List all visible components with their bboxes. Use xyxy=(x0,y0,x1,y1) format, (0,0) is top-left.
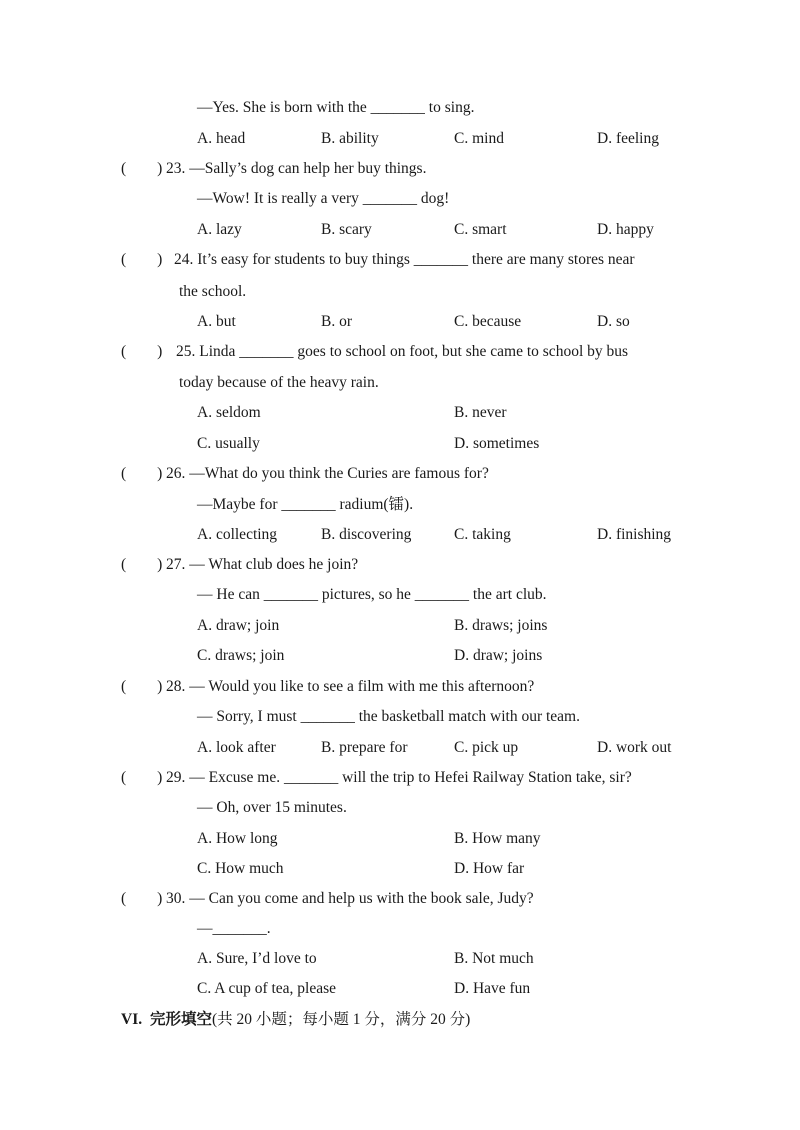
q29-answer-blank[interactable]: ( ) xyxy=(121,769,163,786)
q22-option-b[interactable]: B. ability xyxy=(321,130,379,147)
q23-answer-blank[interactable]: ( ) xyxy=(121,160,163,177)
q23-option-a[interactable]: A. lazy xyxy=(197,221,242,238)
q30-option-b[interactable]: B. Not much xyxy=(454,950,534,967)
q29-option-b[interactable]: B. How many xyxy=(454,830,541,847)
q26-option-b[interactable]: B. discovering xyxy=(321,526,412,543)
q28-answer-blank[interactable]: ( ) xyxy=(121,678,163,695)
q29-option-d[interactable]: D. How far xyxy=(454,860,525,877)
q25-option-c[interactable]: C. usually xyxy=(197,435,260,452)
q24-option-c[interactable]: C. because xyxy=(454,313,522,330)
q25-option-d[interactable]: D. sometimes xyxy=(454,435,540,452)
q23-option-c[interactable]: C. smart xyxy=(454,221,507,238)
section-detail: (共 20 小题；每小题 1 分，满分 20 分) xyxy=(212,1011,471,1028)
q26-question-line: 26. —What do you think the Curies are famous for? xyxy=(166,465,489,482)
q27-question-line: 27. — What club does he join? xyxy=(166,556,359,573)
q30-dialog-line: —_______. xyxy=(197,920,271,937)
q28-option-a[interactable]: A. look after xyxy=(197,739,276,756)
section-number: VI. xyxy=(121,1011,143,1028)
q26-dialog-line: —Maybe for _______ radium(镭). xyxy=(197,496,414,513)
q28-dialog-line: — Sorry, I must _______ the basketball match with our team. xyxy=(197,708,580,725)
q30-option-a[interactable]: A. Sure, I’d love to xyxy=(197,950,317,967)
q24-question-line: 24. It’s easy for students to buy things _______ there are many stores near xyxy=(174,251,635,268)
q29-option-a[interactable]: A. How long xyxy=(197,830,278,847)
q28-question-line: 28. — Would you like to see a film with me this afternoon? xyxy=(166,678,535,695)
q24-option-d[interactable]: D. so xyxy=(597,313,630,330)
q23-question-line: 23. —Sally’s dog can help her buy things. xyxy=(166,160,427,177)
q27-option-a[interactable]: A. draw; join xyxy=(197,617,280,634)
q30-option-d[interactable]: D. Have fun xyxy=(454,980,531,997)
q28-option-b[interactable]: B. prepare for xyxy=(321,739,408,756)
q25-question-line-2: today because of the heavy rain. xyxy=(179,374,379,391)
q25-question-line: 25. Linda _______ goes to school on foot, but she came to school by bus xyxy=(176,343,629,360)
q26-answer-blank[interactable]: ( ) xyxy=(121,465,163,482)
q25-answer-blank[interactable]: ( ) xyxy=(121,343,163,360)
q23-option-d[interactable]: D. happy xyxy=(597,221,654,238)
q26-option-c[interactable]: C. taking xyxy=(454,526,511,543)
q24-answer-blank[interactable]: ( ) xyxy=(121,251,163,268)
q27-option-d[interactable]: D. draw; joins xyxy=(454,647,543,664)
q29-option-c[interactable]: C. How much xyxy=(197,860,284,877)
q27-dialog-line: — He can _______ pictures, so he _______ the art club. xyxy=(197,586,547,603)
q29-dialog-line: — Oh, over 15 minutes. xyxy=(197,799,347,816)
q24-option-b[interactable]: B. or xyxy=(321,313,352,330)
section-heading xyxy=(121,1010,470,1030)
q28-option-d[interactable]: D. work out xyxy=(597,739,672,756)
q30-option-c[interactable]: C. A cup of tea, please xyxy=(197,980,337,997)
q22-option-d[interactable]: D. feeling xyxy=(597,130,659,147)
q26-option-a[interactable]: A. collecting xyxy=(197,526,278,543)
section-title: 完形填空 xyxy=(149,1011,212,1028)
q24-option-a[interactable]: A. but xyxy=(197,313,236,330)
q23-dialog-line: —Wow! It is really a very _______ dog! xyxy=(197,190,450,207)
q28-option-c[interactable]: C. pick up xyxy=(454,739,519,756)
q27-answer-blank[interactable]: ( ) xyxy=(121,556,163,573)
q26-option-d[interactable]: D. finishing xyxy=(597,526,672,543)
q22-option-a[interactable]: A. head xyxy=(197,130,246,147)
q30-answer-blank[interactable]: ( ) xyxy=(121,890,163,907)
q22-dialog-line: —Yes. She is born with the _______ to sing. xyxy=(197,99,475,116)
q25-option-a[interactable]: A. seldom xyxy=(197,404,261,421)
q24-question-line-2: the school. xyxy=(179,283,247,300)
q29-question-line: 29. — Excuse me. _______ will the trip to Hefei Railway Station take, sir? xyxy=(166,769,632,786)
q30-question-line: 30. — Can you come and help us with the book sale, Judy? xyxy=(166,890,534,907)
q23-option-b[interactable]: B. scary xyxy=(321,221,372,238)
q25-option-b[interactable]: B. never xyxy=(454,404,507,421)
q27-option-b[interactable]: B. draws; joins xyxy=(454,617,548,634)
q22-option-c[interactable]: C. mind xyxy=(454,130,504,147)
q27-option-c[interactable]: C. draws; join xyxy=(197,647,285,664)
